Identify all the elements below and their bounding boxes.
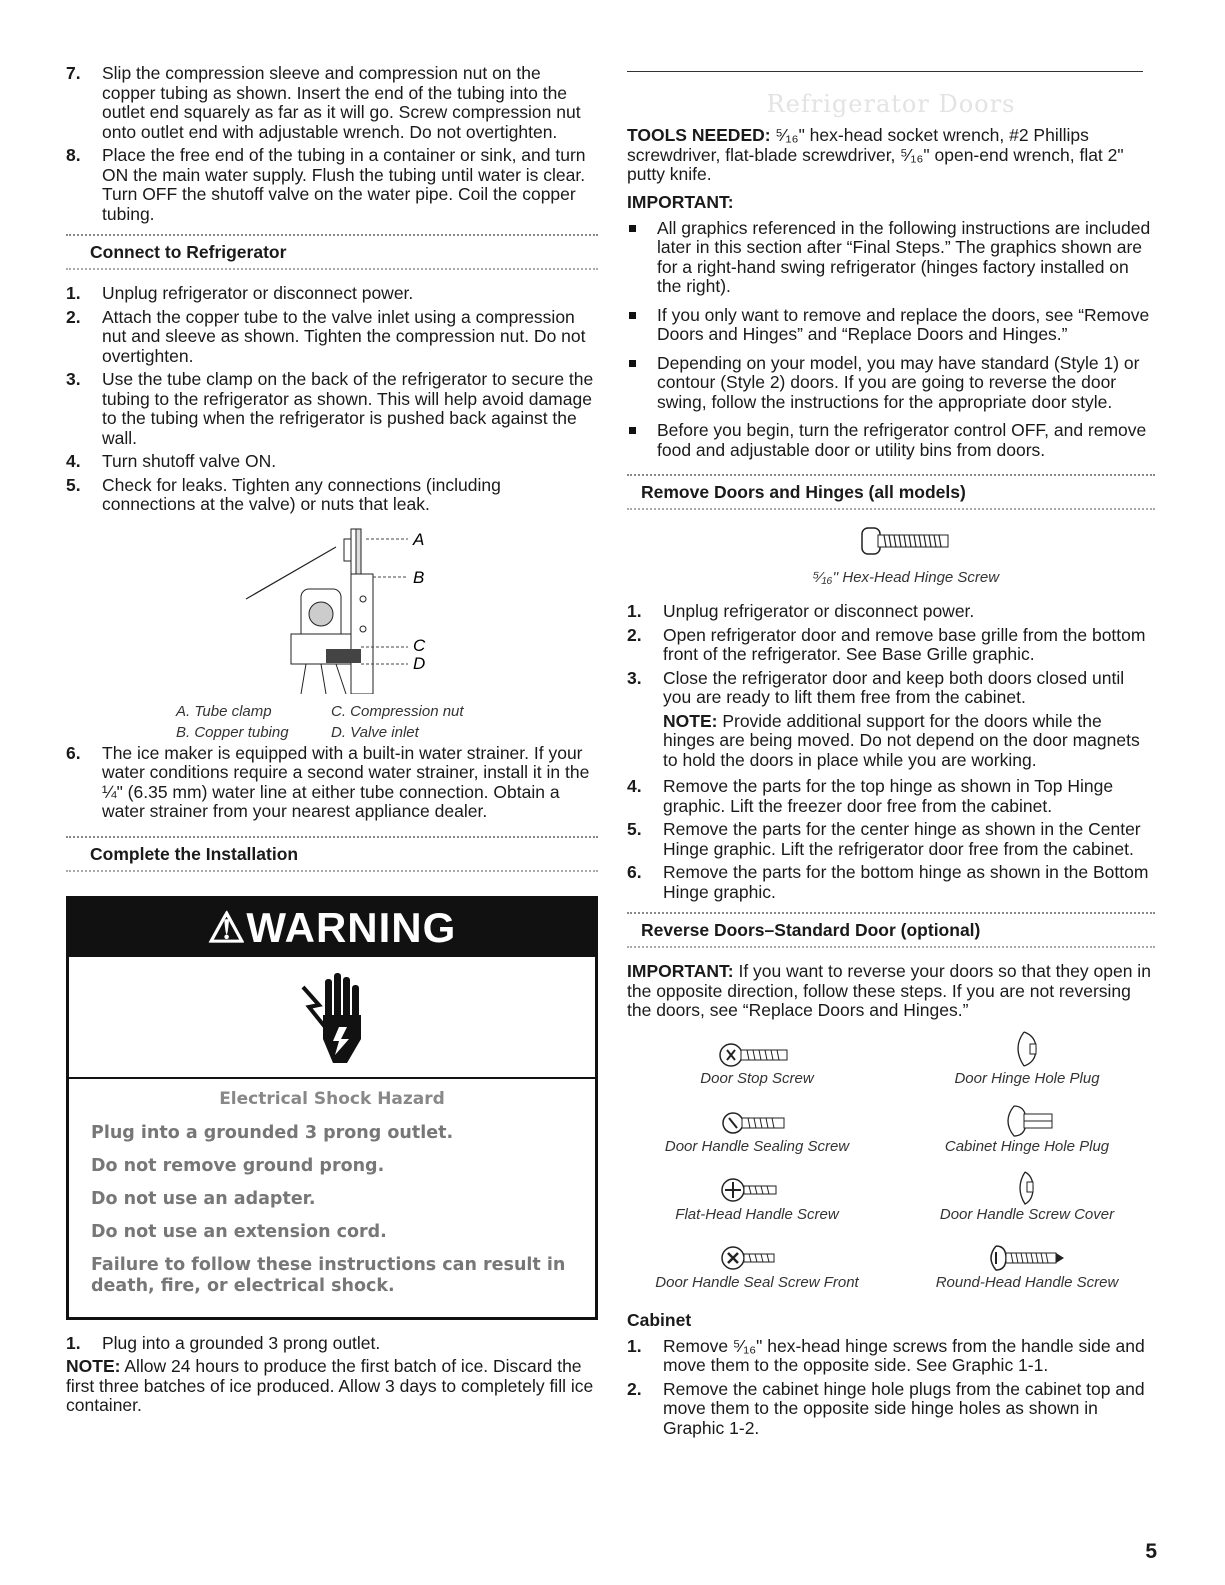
step-text: Turn shutoff valve ON. [102, 451, 277, 471]
step-text: Attach the copper tube to the valve inlet using a compression nut and sleeve as shown. Tighten the compression nut. Do not overtighten. [102, 306, 586, 366]
step-number: 3. [66, 369, 81, 389]
note-label: NOTE: [66, 1356, 121, 1376]
remove-heading: Remove Doors and Hinges (all models) [627, 474, 1155, 510]
hinge-screw-figure [627, 524, 1155, 590]
reverse-label: IMPORTANT: [627, 961, 734, 981]
parts-grid [627, 1028, 1155, 1308]
step-number: 1. [627, 1335, 642, 1356]
step-text: Close the refrigerator door and keep both doors closed until you are ready to lift them free from the cabinet. [663, 667, 1125, 707]
warning-line: Do not use an adapter. [91, 1188, 316, 1209]
step-text: Remove the cabinet hinge hole plugs from the cabinet top and move them to the opposite side hinge holes as shown in Graphic 1-2. [663, 1378, 1145, 1438]
step-number: 6. [66, 742, 81, 763]
page-number: 5 [1145, 1540, 1157, 1563]
step-text: Unplug refrigerator or disconnect power. [663, 601, 975, 621]
remove-steps-continued [627, 777, 1155, 902]
list-item [627, 1380, 1155, 1439]
note-text: Provide additional support for the doors while the hinges are being moved. Do not depend on the door magnets to hold the doors in place while you are working. [663, 710, 1140, 770]
caption-b: B. Copper tubing [176, 723, 289, 741]
step-text: Remove the parts for the center hinge as shown in the Center Hinge graphic. Lift the refrigerator door free from the cabinet. [663, 819, 1141, 859]
screw-cover-icon [1007, 1170, 1047, 1206]
valve-figure [66, 519, 598, 744]
cabinet-hinge-plug-icon [992, 1104, 1062, 1138]
cabinet-heading: Cabinet [627, 1309, 692, 1330]
part-door-handle-sealing-screw [627, 1108, 887, 1155]
caption-d: D. Valve inlet [331, 723, 419, 741]
step-number: 1. [66, 1332, 81, 1353]
list-item [66, 64, 598, 142]
warning-line: Failure to follow these instructions can result in death, fire, or electrical shock. [91, 1254, 566, 1296]
step-text: Use the tube clamp on the back of the refrigerator to secure the tubing to the refrigerator as shown. This will help avoid damage to the tubing when the refrigerator is pushed back against the wall. [102, 369, 594, 448]
hazard-title: Electrical Shock Hazard [219, 1088, 445, 1109]
list-item [627, 820, 1155, 859]
step-number: 1. [627, 601, 642, 621]
list-item [66, 284, 598, 304]
step-text: Remove ⁵⁄₁₆" hex-head hinge screws from the handle side and move them to the opposite side. See Graphic 1-1. [663, 1335, 1145, 1375]
door-stop-screw-icon [717, 1040, 797, 1070]
reverse-important [627, 962, 1155, 1021]
seal-screw-front-icon [717, 1242, 797, 1274]
list-item [66, 744, 598, 822]
bullet-item: Depending on your model, you may have standard (Style 1) or contour (Style 2) doors. If you are going to reverse the door swing, follow the instructions for the appropriate door style. [627, 354, 1155, 413]
reverse-text: If you want to reverse your doors so that they open in the opposite direction, follow these steps. If you are not reversing the doors, see “Replace Doors and Hinges.” [627, 961, 1151, 1020]
part-label: Round-Head Handle Screw [935, 1273, 1119, 1291]
list-item [66, 1334, 598, 1354]
reverse-heading: Reverse Doors–Standard Door (optional) [627, 912, 1155, 948]
right-column [627, 78, 1155, 1442]
part-label: Cabinet Hinge Hole Plug [944, 1137, 1110, 1155]
step-text: Remove the parts for the top hinge as shown in Top Hinge graphic. Lift the freezer door free from the cabinet. [663, 776, 1114, 816]
connect-steps [66, 284, 598, 515]
warning-title: ⚠WARNING [69, 899, 595, 957]
step-number: 5. [627, 819, 642, 839]
section-divider [627, 71, 1143, 72]
part-flat-head-handle-screw [627, 1174, 887, 1223]
connect-heading: Connect to Refrigerator [66, 234, 598, 270]
part-label: Door Stop Screw [700, 1069, 814, 1087]
step-text: Unplug refrigerator or disconnect power. [102, 283, 414, 303]
list-item [66, 476, 598, 515]
warning-line: Do not use an extension cord. [91, 1221, 387, 1242]
part-label: Flat-Head Handle Screw [675, 1205, 839, 1223]
hinge-screw-caption: ⁵⁄₁₆'' Hex-Head Hinge Screw [812, 569, 1000, 586]
list-item [66, 370, 598, 448]
tools-needed [627, 126, 1155, 185]
step-text: The ice maker is equipped with a built-in water strainer. If your water conditions require a second water strainer, install it in the ¼" (6.35 mm) water line at either tube connection. Obtain a water strainer from your nearest appliance dealer. [102, 742, 590, 821]
list-item [627, 669, 1155, 708]
bullet-item: If you only want to remove and replace the doors, see “Remove Doors and Hinges” and “Replace Doors and Hinges.” [627, 306, 1155, 345]
caption-c: C. Compression nut [331, 702, 464, 720]
step-number: 4. [627, 776, 642, 796]
warning-line: Do not remove ground prong. [91, 1155, 385, 1176]
important-label: IMPORTANT: [627, 191, 734, 212]
list-item [627, 777, 1155, 816]
note-label: NOTE: [663, 710, 718, 731]
complete-heading: Complete the Installation [66, 836, 598, 872]
figure-letter-c: C [413, 635, 426, 655]
step-number: 2. [627, 624, 642, 645]
steps-top [66, 64, 598, 224]
part-label: Door Hinge Hole Plug [954, 1069, 1100, 1087]
warning-line: Plug into a grounded 3 prong outlet. [91, 1122, 454, 1143]
part-label: Door Handle Seal Screw Front [655, 1273, 859, 1291]
step-number: 5. [66, 474, 81, 495]
part-door-stop-screw [627, 1040, 887, 1087]
step-number: 6. [627, 862, 642, 882]
warning-text [69, 1079, 595, 1317]
figure-letter-d: D [413, 653, 426, 673]
round-head-screw-icon [982, 1242, 1072, 1274]
bullet-item: Before you begin, turn the refrigerator control OFF, and remove food and adjustable door or utility bins from doors. [627, 421, 1155, 460]
part-label: Door Handle Screw Cover [939, 1205, 1115, 1223]
part-door-hinge-hole-plug [897, 1028, 1157, 1087]
figure-letter-a: A [413, 529, 425, 549]
step-text: Open refrigerator door and remove base grille from the bottom front of the refrigerator. See Base Grille graphic. [663, 624, 1146, 664]
step-six [66, 744, 598, 822]
shock-hazard-icon [69, 957, 595, 1079]
remove-note [627, 712, 1155, 771]
caption-a: A. Tube clamp [176, 702, 272, 720]
list-item [627, 863, 1155, 902]
step-number: 1. [66, 283, 81, 303]
step-number: 2. [627, 1378, 642, 1399]
valve-illustration [66, 519, 598, 694]
step-number: 8. [66, 145, 81, 165]
step-text: Slip the compression sleeve and compression nut on the copper tubing as shown. Insert the end of the tubing into the outlet end squarely as far as it will go. Screw compression nut onto outlet end with adjustable wrench. Do not overtighten. [102, 63, 581, 142]
list-item [627, 626, 1155, 665]
step-number: 2. [66, 306, 81, 327]
part-round-head-handle-screw [897, 1242, 1157, 1291]
section-title: Refrigerator Doors [766, 90, 1016, 118]
part-label: Door Handle Sealing Screw [664, 1137, 850, 1155]
step-number: 4. [66, 451, 81, 471]
part-door-handle-screw-cover [897, 1170, 1157, 1223]
part-door-handle-seal-screw-front [627, 1242, 887, 1291]
figure-letter-b: B [413, 567, 425, 587]
cabinet-steps [627, 1337, 1155, 1439]
step-number: 3. [627, 667, 642, 688]
part-cabinet-hinge-hole-plug [897, 1104, 1157, 1155]
list-item [66, 308, 598, 367]
step-text: Check for leaks. Tighten any connections (including connections at the valve) or nuts that leak. [102, 474, 501, 514]
list-item [66, 146, 598, 224]
left-column [66, 64, 598, 1423]
hinge-hole-plug-icon [1002, 1028, 1052, 1070]
step-number: 7. [66, 63, 81, 83]
flat-head-screw-icon [717, 1174, 797, 1206]
step-text: Plug into a grounded 3 prong outlet. [102, 1332, 381, 1353]
tools-label: TOOLS NEEDED: [627, 125, 771, 145]
note-text: Allow 24 hours to produce the first batch of ice. Discard the first three batches of ice produced. Allow 3 days to completely fill ice container. [66, 1356, 594, 1415]
list-item [66, 452, 598, 472]
step-text: Remove the parts for the bottom hinge as shown in the Bottom Hinge graphic. [663, 862, 1149, 902]
warning-box [66, 896, 598, 1320]
hex-hinge-screw-icon [856, 524, 956, 558]
list-item [627, 602, 1155, 622]
final-step [66, 1334, 598, 1354]
bullet-item: All graphics referenced in the following instructions are included later in this section after “Final Steps.” The graphics shown are for a right-hand swing refrigerator (hinges factory installed on the right). [627, 219, 1155, 297]
sealing-screw-icon [717, 1108, 797, 1138]
install-note [66, 1357, 598, 1416]
step-text: Place the free end of the tubing in a container or sink, and turn ON the main water supply. Flush the tubing until water is clear. Turn OFF the shutoff valve on the water pipe. Coil the copper tubing. [102, 145, 586, 224]
list-item [627, 1337, 1155, 1376]
important-bullets [627, 219, 1155, 461]
remove-steps [627, 602, 1155, 708]
tools-text: ⁵⁄₁₆" hex-head socket wrench, #2 Phillips screwdriver, flat-blade screwdriver, ⁵⁄₁₆" open-end wrench, flat 2" putty knife. [627, 125, 1124, 184]
